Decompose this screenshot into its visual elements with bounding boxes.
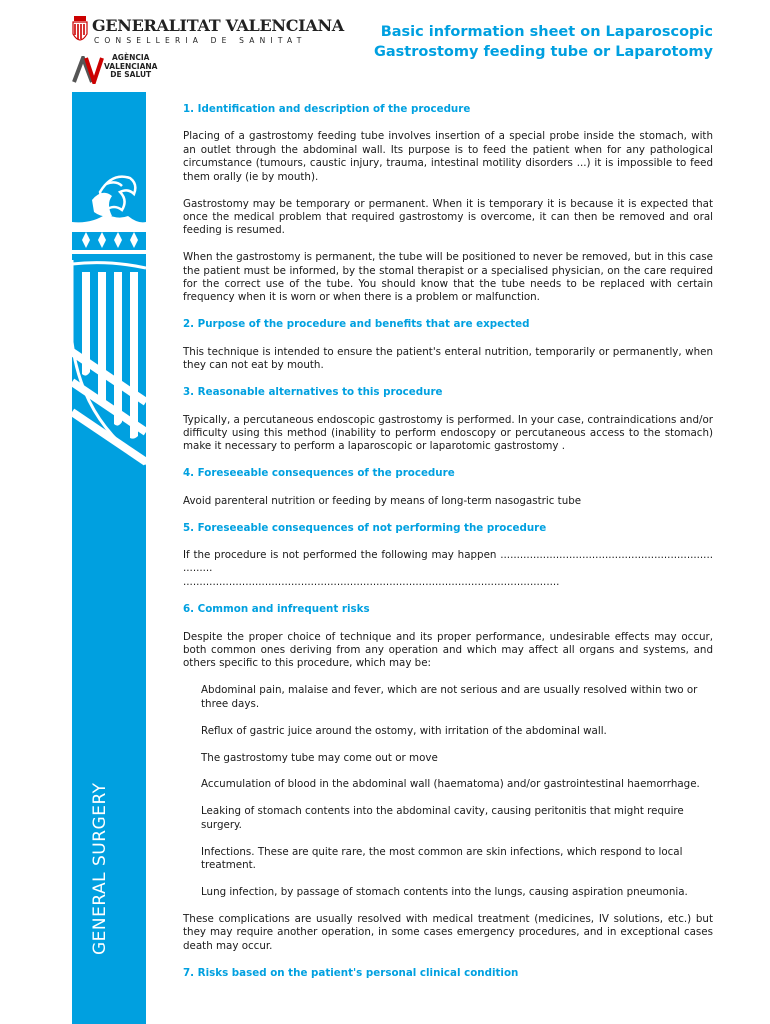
agency-mark-icon — [72, 56, 104, 84]
department-label: GENERAL SURGERY — [90, 782, 110, 955]
section-2-paragraph: This technique is intended to ensure the patient's enteral nutrition, temporarily or permanently, when they can not eat by mouth. — [183, 345, 713, 372]
section-4-heading: 4. Foreseeable consequences of the procedure — [183, 467, 455, 480]
section-3-heading: 3. Reasonable alternatives to this procedure — [183, 386, 443, 399]
section-2-heading: 2. Purpose of the procedure and benefits that are expected — [183, 318, 530, 331]
section-6-heading: 6. Common and infrequent risks — [183, 603, 370, 616]
section-1-paragraph: When the gastrostomy is permanent, the tube will be positioned to never be removed, but in this case the patient must be informed, by the stomal therapist or a specialised physician, on the care required for the correct use of the tube. You should know that the tube needs to be replaced with certain frequency when it is worn or when there is a problem or malfunction. — [183, 251, 713, 304]
risk-item: The gastrostomy tube may come out or move — [201, 751, 438, 764]
org-name: GENERALITAT VALENCIANA — [92, 16, 344, 35]
agency-name: AGÈNCIA VALENCIANA DE SALUT — [104, 53, 158, 79]
section-5-fill-in-field[interactable] — [183, 549, 713, 589]
section-1-paragraph: Placing of a gastrostomy feeding tube involves insertion of a special probe inside the stomach, with an outlet through the abdominal wall. Its purpose is to feed the patient when for any pathological circumstance (tumours, caustic injury, trauma, intestinal motility disorders ...) it is impossible to feed them orally (ie by mouth). — [183, 130, 713, 183]
risk-item: Infections. These are quite rare, the most common are skin infections, which respond to local treatment. — [201, 845, 683, 872]
title-line-1: Basic information sheet on Laparoscopic — [380, 24, 713, 40]
section-5-line-2: ................................................................................................................... — [183, 575, 560, 588]
org-subtitle: CONSELLERIA DE SANITAT — [94, 36, 307, 45]
risk-item: Leaking of stomach contents into the abdominal cavity, causing peritonitis that might require surgery. — [201, 805, 684, 831]
section-1-paragraph: Gastrostomy may be temporary or permanent. When it is temporary it is because it is expected that once the medical problem that required gastrostomy is overcome, it can then be removed and oral feeding is resumed. — [183, 197, 713, 237]
section-6-intro: Despite the proper choice of technique and its proper performance, undesirable effects may occur, both common ones deriving from any operation and which may affect all organs and systems, and others specific to this procedure, which may be: — [183, 630, 713, 670]
section-1-heading: 1. Identification and description of the procedure — [183, 103, 471, 115]
section-6-outro: These complications are usually resolved with medical treatment (medicines, IV solutions, etc.) but they may require another operation, in some cases emergency procedures, and in exceptional cases death may occur. — [183, 912, 713, 952]
risk-item: Lung infection, by passage of stomach contents into the lungs, causing aspiration pneumonia. — [201, 885, 688, 898]
section-5-heading: 5. Foreseeable consequences of not performing the procedure — [183, 521, 547, 534]
risk-item: Abdominal pain, malaise and fever, which are not serious and are usually resolved within two or three days. — [201, 684, 698, 710]
heraldic-emblem-icon — [72, 92, 146, 512]
agency-logo — [72, 54, 192, 90]
section-5-line-1: If the procedure is not performed the following may happen ................................................................. ......... — [183, 548, 713, 575]
section-3-paragraph: Typically, a percutaneous endoscopic gastrostomy is performed. In your case, contraindications and/or difficulty using this method (inability to perform endoscopy or percutaneous access to the stomach) make it necessary to perform a laparoscopic or laparotomic gastrostomy . — [183, 413, 713, 453]
section-4-paragraph: Avoid parenteral nutrition or feeding by means of long-term nasogastric tube — [183, 494, 582, 507]
page-title — [374, 22, 713, 62]
document-body — [183, 103, 713, 994]
generalitat-logo — [72, 14, 344, 50]
title-line-2: Gastrostomy feeding tube or Laparotomy — [373, 44, 713, 60]
risk-item: Reflux of gastric juice around the ostomy, with irritation of the abdominal wall. — [201, 724, 607, 737]
coat-of-arms-icon — [72, 16, 88, 46]
risk-item: Accumulation of blood in the abdominal wall (haematoma) and/or gastrointestinal haemorrhage. — [201, 778, 700, 791]
section-7-heading: 7. Risks based on the patient's personal clinical condition — [183, 966, 519, 979]
